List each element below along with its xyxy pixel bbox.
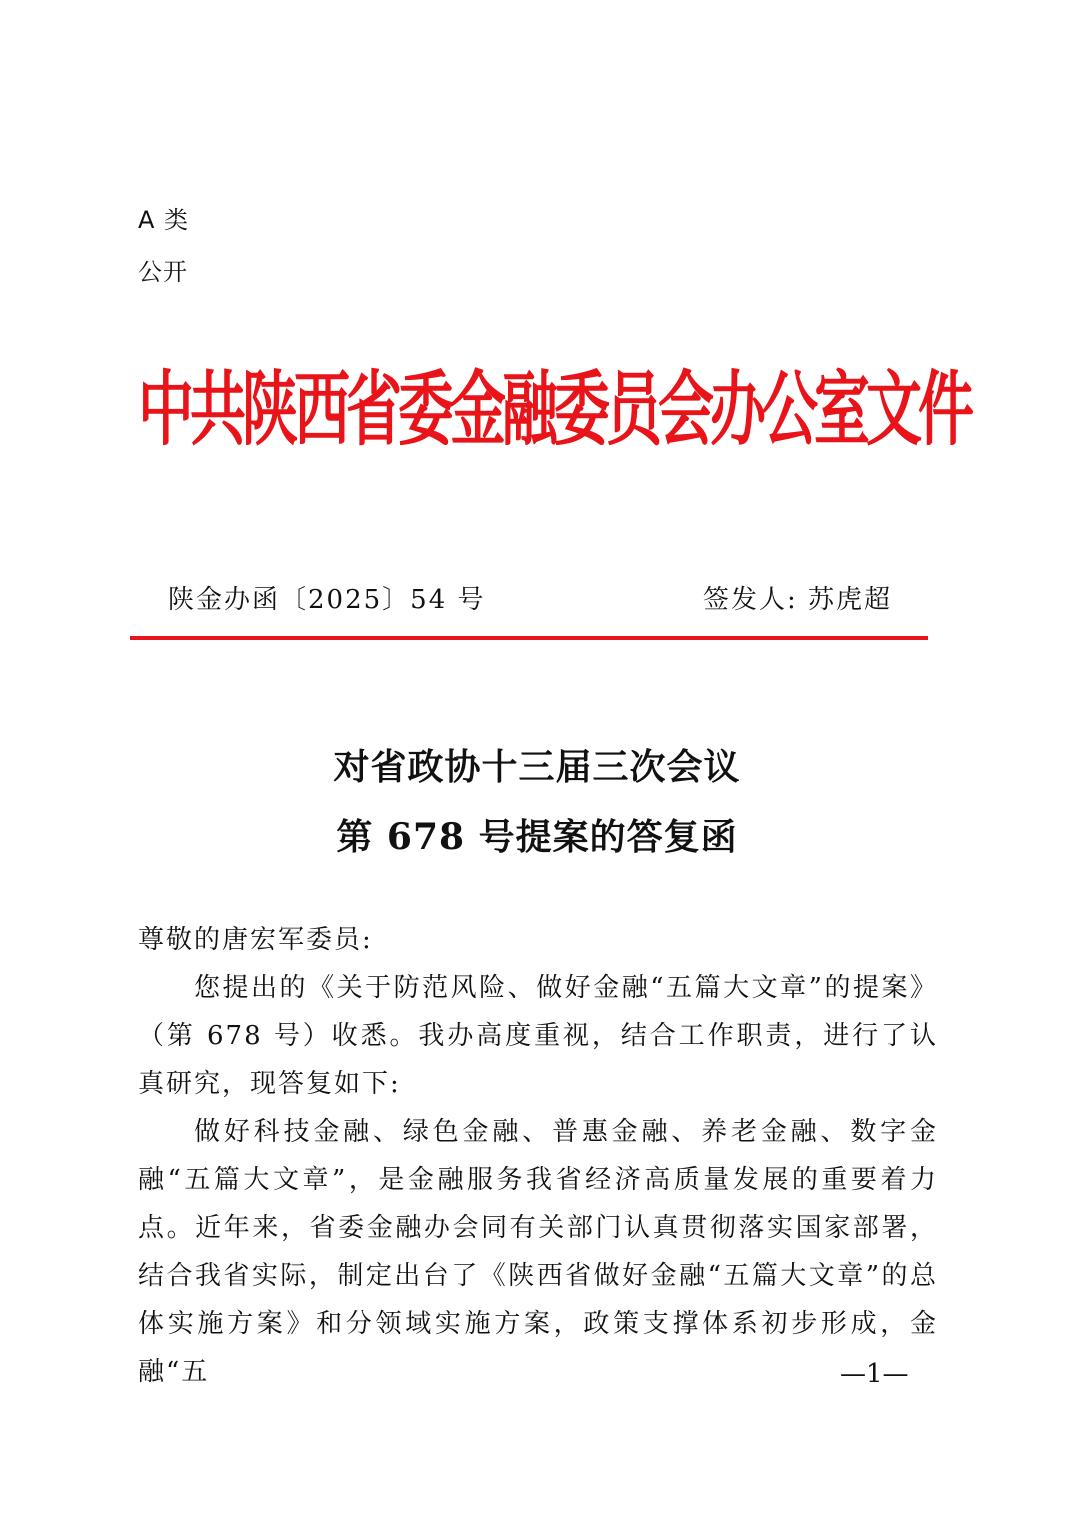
document-number: 陕金办函〔2025〕54 号 <box>168 585 486 615</box>
masthead-title: 中共陕西省委金融委员会办公室文件 <box>138 362 970 458</box>
disclosure-label: 公开 <box>138 258 188 286</box>
red-divider <box>130 636 928 640</box>
body-paragraph: 做好科技金融、绿色金融、普惠金融、养老金融、数字金融“五篇大文章”，是金融服务我省经济高质量发展的重要着力点。近年来，省委金融办会同有关部门认真贯彻落实国家部署，结合我省实际，制定出台了《陕西省做好金融“五篇大文章”的总体实施方案》和分领域实施方案，政策支撑体系初步形成，金融“五 <box>138 1117 938 1387</box>
category-label: A 类 <box>138 206 190 234</box>
document-title-line-1: 对省政协十三届三次会议 <box>333 746 741 788</box>
document-title-line-2: 第 678 号提案的答复函 <box>336 816 738 858</box>
page-number: —1— <box>840 1359 909 1389</box>
body-paragraph: 您提出的《关于防范风险、做好金融“五篇大文章”的提案》（第 678 号）收悉。我办高度重视，结合工作职责，进行了认真研究，现答复如下: <box>138 973 938 1099</box>
signer: 签发人: 苏虎超 <box>703 585 893 615</box>
salutation: 尊敬的唐宏军委员: <box>138 925 373 955</box>
